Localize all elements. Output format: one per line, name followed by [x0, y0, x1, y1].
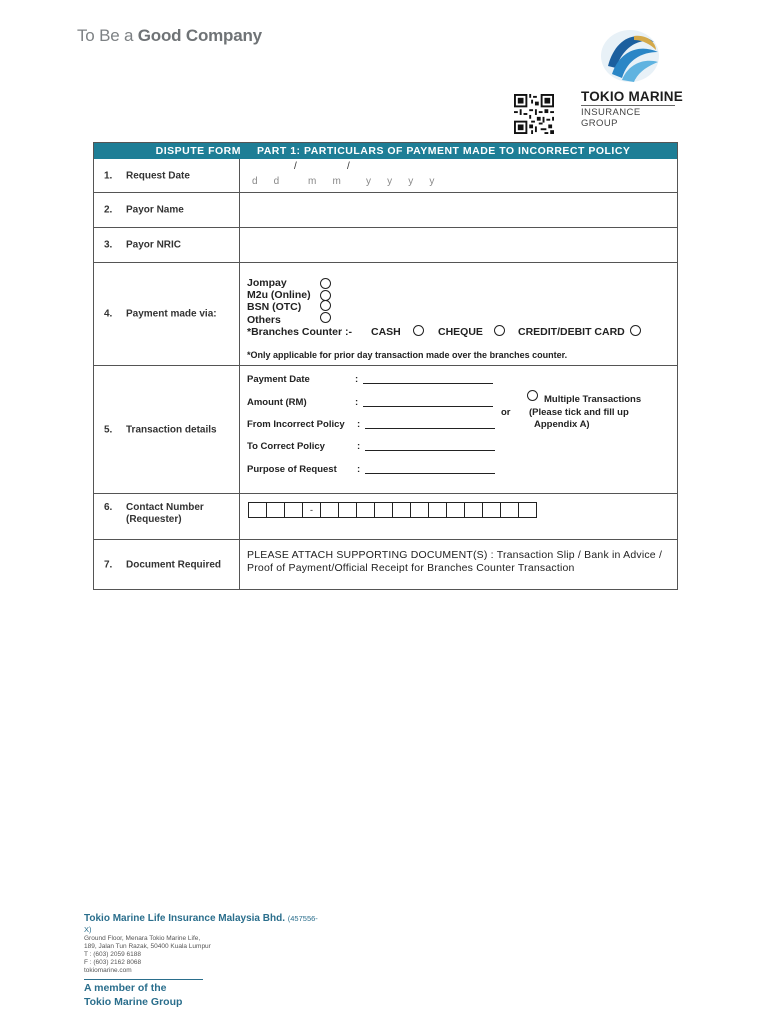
digit-box[interactable]: [465, 503, 483, 517]
row-label: [120, 502, 244, 526]
payment-date-label: Payment Date: [247, 374, 310, 385]
row-number: 5.: [104, 424, 113, 435]
row-request-date: [94, 159, 677, 192]
dash-box: -: [303, 503, 321, 517]
tokio-marine-logo-icon: [598, 28, 662, 84]
amount-label: Amount (RM): [247, 397, 307, 408]
transaction-details-fields: [239, 366, 677, 493]
form-part-title: PART 1: PARTICULARS OF PAYMENT MADE TO INCORRECT POLICY: [257, 145, 631, 157]
document-required-text: PLEASE ATTACH SUPPORTING DOCUMENT(S) : Transaction Slip / Bank in Advice / Proof of Payment/Official Receipt for Branches Counter Transaction: [247, 549, 663, 574]
radio-cheque[interactable]: [494, 325, 505, 336]
logo-sub: INSURANCE GROUP: [581, 105, 675, 129]
colon: :: [355, 397, 359, 408]
digit-box[interactable]: [429, 503, 447, 517]
logo-wordmark: [581, 89, 691, 129]
digit-box[interactable]: [411, 503, 429, 517]
footer-website[interactable]: tokiomarine.com: [84, 967, 132, 974]
row-contact-number: [94, 493, 677, 539]
tagline-bold: Good Company: [137, 26, 262, 45]
multiple-transactions-hint: (Please tick and fill up: [529, 407, 629, 418]
row-number: 2.: [104, 204, 113, 216]
digit-box[interactable]: [483, 503, 501, 517]
qr-code-icon: [514, 94, 554, 134]
from-policy-label: From Incorrect Policy: [247, 419, 345, 430]
option-cheque-label: CHEQUE: [438, 326, 483, 338]
date-day-placeholder: d d: [252, 176, 281, 187]
contact-label: Contact Number: [126, 502, 204, 513]
option-others-label: Others: [247, 314, 281, 326]
footer-address-2: 189, Jalan Tun Razak, 50400 Kuala Lumpur: [84, 943, 211, 950]
radio-cash[interactable]: [413, 325, 424, 336]
payor-name-field[interactable]: [239, 193, 677, 227]
digit-box[interactable]: [357, 503, 375, 517]
digit-box[interactable]: [375, 503, 393, 517]
footer-company: [84, 913, 324, 935]
amount-input[interactable]: [363, 398, 493, 407]
radio-card[interactable]: [630, 325, 641, 336]
row-number: 7.: [104, 559, 113, 570]
radio-multiple-transactions[interactable]: [527, 390, 538, 401]
option-m2u-label: M2u (Online): [247, 289, 311, 301]
digit-box[interactable]: [447, 503, 465, 517]
purpose-input[interactable]: [365, 465, 495, 474]
contact-label-sub: (Requester): [126, 514, 182, 525]
payment-date-input[interactable]: [363, 375, 493, 384]
branches-note: *Only applicable for prior day transaction made over the branches counter.: [247, 350, 568, 360]
row-payor-name: [94, 192, 677, 227]
to-policy-input[interactable]: [365, 442, 495, 451]
colon: :: [357, 464, 361, 475]
dispute-form: [93, 142, 678, 590]
branches-counter-label: *Branches Counter :-: [247, 326, 353, 338]
to-policy-label: To Correct Policy: [247, 441, 325, 452]
request-date-field[interactable]: [239, 159, 677, 192]
tagline: [77, 26, 262, 46]
row-transaction-details: [94, 365, 677, 493]
row-number: 3.: [104, 239, 113, 251]
row-number: 6.: [104, 502, 113, 513]
footer-tel: T : (603) 2059 6188: [84, 951, 141, 958]
payor-nric-field[interactable]: [239, 228, 677, 262]
row-number: 1.: [104, 170, 113, 181]
footer-member-2: Tokio Marine Group: [84, 996, 183, 1008]
row-number: 4.: [104, 308, 113, 320]
footer-fax: F : (603) 2162 8068: [84, 959, 142, 966]
footer-address-1: Ground Floor, Menara Tokio Marine Life,: [84, 935, 201, 942]
radio-jompay[interactable]: [320, 278, 331, 289]
digit-box[interactable]: [519, 503, 536, 517]
footer-company-name: Tokio Marine Life Insurance Malaysia Bhd.: [84, 913, 285, 924]
footer-company-reg: (457556-X): [84, 914, 318, 934]
row-document-required: [94, 539, 677, 589]
digit-box[interactable]: [339, 503, 357, 517]
contact-number-field: [239, 494, 677, 539]
row-label: Transaction details: [126, 424, 217, 435]
digit-box[interactable]: [321, 503, 339, 517]
date-slash: /: [294, 161, 297, 172]
footer-member-1: A member of the: [84, 982, 167, 994]
colon: :: [357, 419, 361, 430]
digit-box[interactable]: [393, 503, 411, 517]
row-label: Request Date: [126, 170, 190, 181]
multiple-transactions-label: Multiple Transactions: [544, 394, 642, 405]
radio-bsn[interactable]: [320, 300, 331, 311]
row-label: Payment made via:: [126, 308, 217, 320]
payment-method-options: [239, 263, 677, 365]
form-title: DISPUTE FORM: [155, 145, 241, 157]
purpose-label: Purpose of Request: [247, 464, 337, 475]
row-label: Payor NRIC: [126, 239, 182, 251]
date-slash: /: [347, 161, 350, 172]
digit-box[interactable]: [501, 503, 519, 517]
footer: [84, 913, 324, 1008]
contact-number-boxes[interactable]: [248, 502, 537, 518]
tagline-prefix: To Be a: [77, 26, 134, 45]
document-required-cell: [239, 540, 677, 589]
footer-divider: [84, 979, 203, 980]
row-label: Payor Name: [126, 204, 184, 216]
colon: :: [357, 441, 361, 452]
row-payor-nric: [94, 227, 677, 262]
from-policy-input[interactable]: [365, 420, 495, 429]
digit-box[interactable]: [267, 503, 285, 517]
digit-box[interactable]: [249, 503, 267, 517]
option-bsn-label: BSN (OTC): [247, 301, 302, 313]
date-month-placeholder: m m: [308, 176, 342, 187]
date-year-placeholder: y y y y: [366, 176, 436, 187]
radio-others[interactable]: [320, 312, 331, 323]
row-payment-method: [94, 262, 677, 365]
or-label: or: [501, 407, 511, 418]
colon: :: [355, 374, 359, 385]
option-jompay-label: Jompay: [247, 277, 287, 289]
row-label: Document Required: [126, 559, 222, 570]
multiple-transactions-appendix: Appendix A): [534, 419, 590, 430]
option-card-label: CREDIT/DEBIT CARD: [518, 326, 625, 338]
form-header: [94, 143, 677, 159]
option-cash-label: CASH: [371, 326, 401, 338]
digit-box[interactable]: [285, 503, 303, 517]
logo-name: TOKIO MARINE: [581, 89, 683, 104]
